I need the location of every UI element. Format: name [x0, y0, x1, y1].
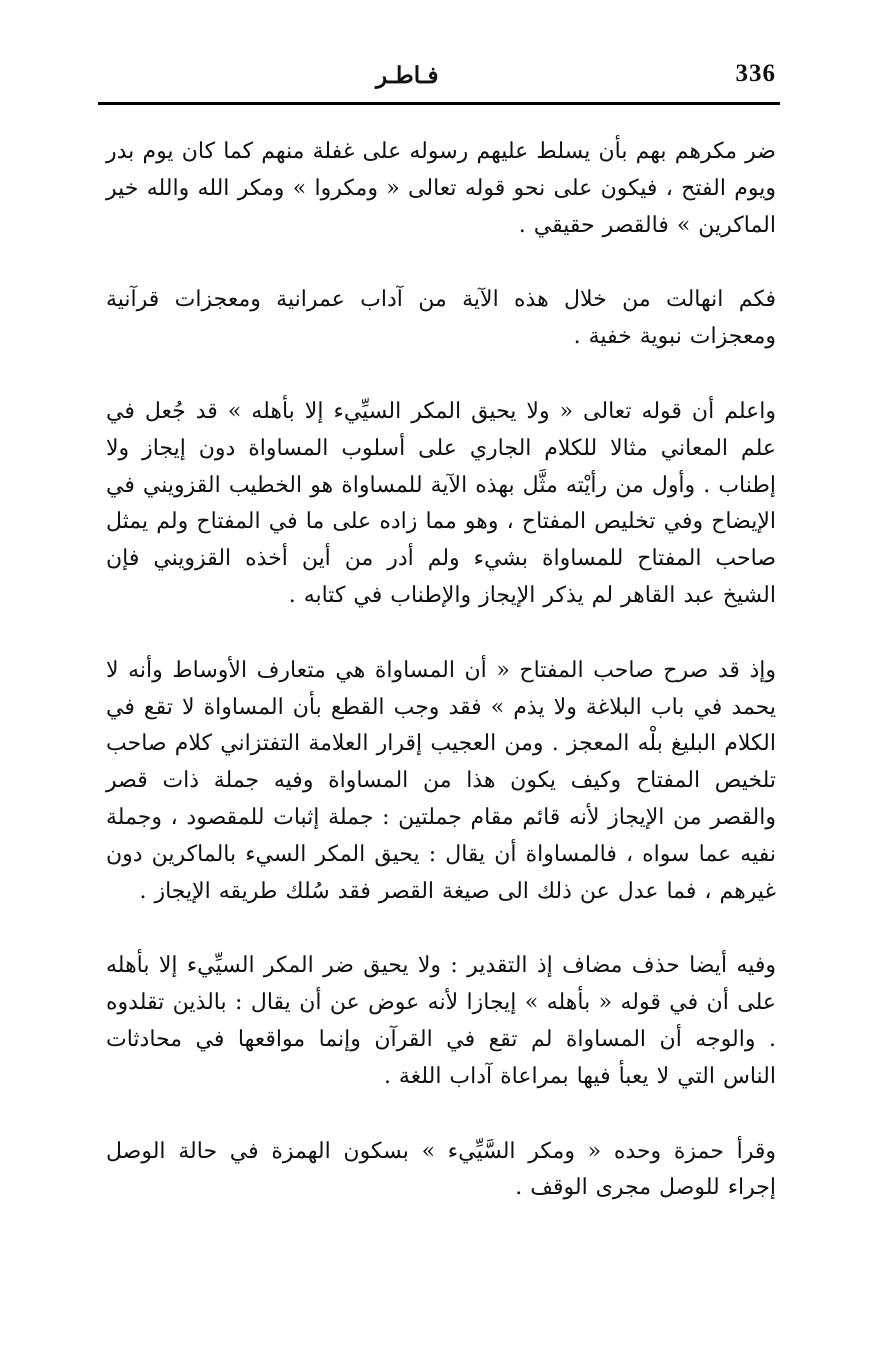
header-rule	[98, 102, 780, 105]
paragraph-4: وإذ قد صرح صاحب المفتاح « أن المساواة هي متعارف الأوساط وأنه لا يحمد في باب البلاغة ولا يذم » فقد وجب القطع بأن المساواة لا تقع في الكلام البليغ بلْه المعجز . ومن العجيب إقرار العلامة التفتزاني كلام صاحب تلخيص المفتاح وكيف يكون هذا من المساواة وفيه جملة ذات قصر والقصر من الإيجاز لأنه قائم مقام جملتين : جملة إثبات للمقصود ، وجملة نفيه عما سواه ، فالمساواة أن يقال : يحيق المكر السيء بالماكرين دون غيرهم ، فما عدل عن ذلك الى صيغة القصر فقد سُلك طريقه الإيجاز .	[106, 657, 776, 904]
page-header	[98, 58, 780, 102]
paragraph-2: فكم انهالت من خلال هذه الآية من آداب عمرانية ومعجزات قرآنية ومعجزات نبوية خفية .	[106, 287, 776, 350]
paragraph-5: وفيه أيضا حذف مضاف إذ التقدير : ولا يحيق ضر المكر السيِّيء إلا بأهله على أن في قوله « بأهله » إيجازا لأنه عوض عن أن يقال : بالذين تقلدوه . والوجه أن المساواة لم تقع في القرآن وإنما مواقعها في محادثات الناس التي لا يعبأ فيها بمراعاة آداب اللغة .	[106, 953, 776, 1089]
surah-name: فـاطـر	[376, 62, 439, 89]
paragraph-3: واعلم أن قوله تعالى « ولا يحيق المكر السيِّيء إلا بأهله » قد جُعل في علم المعاني مثالا للكلام الجاري على أسلوب المساواة دون إيجاز ولا إطناب . وأول من رأيْته مثَّل بهذه الآية للمساواة هو الخطيب القزويني في الإيضاح وفي تخليص المفتاح ، وهو مما زاده على ما في المفتاح ولم يمثل صاحب المفتاح للمساواة بشيء ولم أدر من أين أخذه القزويني فإن الشيخ عبد القاهر لم يذكر الإيجاز والإطناب في كتابه .	[106, 398, 776, 608]
paragraph-6: وقرأ حمزة وحده « ومكر السَّيِّيء » بسكون الهمزة في حالة الوصل إجراء للوصل مجرى الوقف .	[106, 1138, 776, 1201]
page-number: 336	[735, 60, 776, 87]
page-body	[106, 134, 776, 1207]
paragraph-1: ضر مكرهم بهم بأن يسلط عليهم رسوله على غفلة منهم كما كان يوم بدر ويوم الفتح ، فيكون على نحو قوله تعالى « ومكروا » ومكر الله والله خير الماكرين » فالقصر حقيقي .	[106, 139, 776, 238]
